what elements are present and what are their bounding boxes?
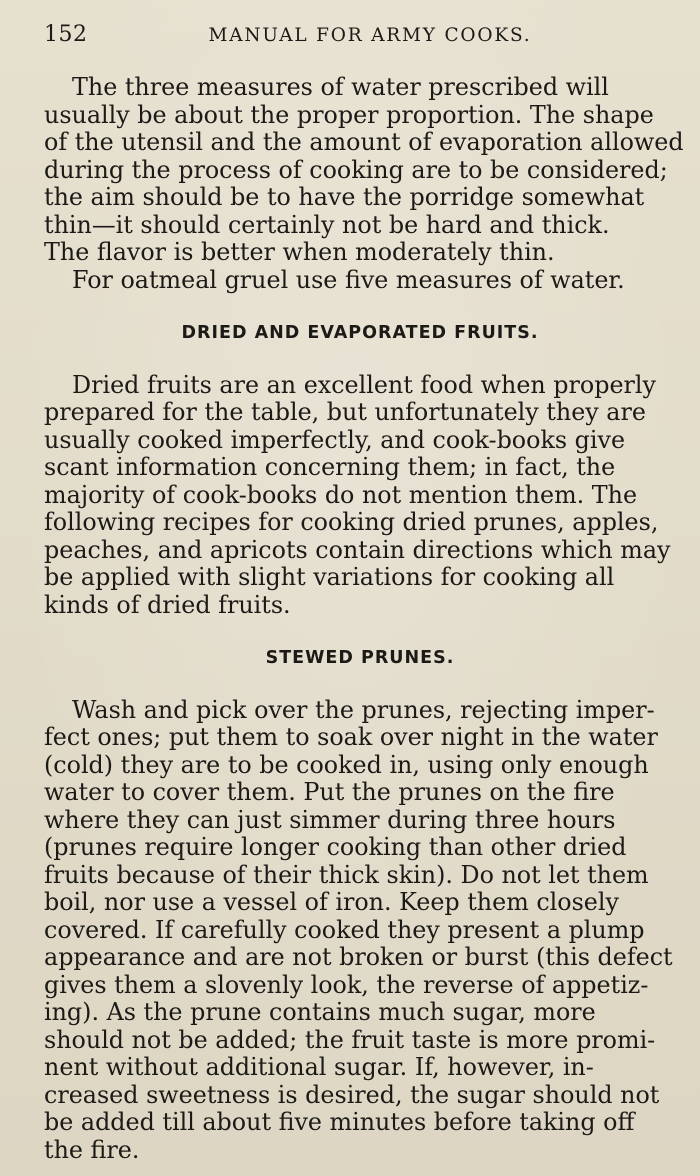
text-line: fect ones; put them to soak over night in the water xyxy=(44,723,658,751)
paragraph-stewed-prunes xyxy=(44,697,676,1165)
page-header xyxy=(44,22,676,50)
text-line: Dried fruits are an excellent food when properly xyxy=(72,370,656,399)
text-line: For oatmeal gruel use five measures of water. xyxy=(72,265,625,294)
text-line: of the utensil and the amount of evaporation allowed xyxy=(44,128,684,156)
text-line: the fire. xyxy=(44,1135,140,1164)
page-number: 152 xyxy=(44,22,88,47)
text-line: ing). As the prune contains much sugar, more xyxy=(44,998,596,1026)
text-line: boil, nor use a vessel of iron. Keep them closely xyxy=(44,888,619,916)
text-line: usually cooked imperfectly, and cook-books give xyxy=(44,425,626,454)
text-line: usually be about the proper proportion. The shape xyxy=(44,100,654,129)
paragraph-oatmeal-gruel xyxy=(44,267,676,295)
paragraph-dried-fruits xyxy=(44,372,676,620)
text-line: (prunes require longer cooking than other dried xyxy=(44,833,627,861)
text-line: gives them a slovenly look, the reverse of appetiz- xyxy=(44,970,649,999)
text-line: be added till about five minutes before taking off xyxy=(44,1108,635,1136)
running-head: MANUAL FOR ARMY COOKS. xyxy=(208,25,532,46)
text-line: creased sweetness is desired, the sugar should not xyxy=(44,1080,660,1109)
text-line: scant information concerning them; in fact, the xyxy=(44,453,616,481)
text-line: covered. If carefully cooked they present a plump xyxy=(44,915,645,944)
section-heading-dried-fruits: DRIED AND EVAPORATED FRUITS. xyxy=(181,323,539,343)
text-line: The three measures of water prescribed will xyxy=(72,73,609,101)
text-line: Wash and pick over the prunes, rejecting imper- xyxy=(72,695,655,724)
text-line: be applied with slight variations for cooking all xyxy=(44,563,615,591)
text-line: fruits because of their thick skin). Do not let them xyxy=(44,860,649,889)
text-line: (cold) they are to be cooked in, using only enough xyxy=(44,750,649,779)
paragraph-porridge-water xyxy=(44,73,684,267)
text-line: kinds of dried fruits. xyxy=(44,590,291,619)
text-line: should not be added; the fruit taste is more promi- xyxy=(44,1025,656,1054)
text-line: nent without additional sugar. If, however, in- xyxy=(44,1053,594,1081)
text-line: water to cover them. Put the prunes on the fire xyxy=(44,778,615,806)
text-line: where they can just simmer during three hours xyxy=(44,805,616,834)
section-heading-stewed-prunes: STEWED PRUNES. xyxy=(265,648,455,668)
text-line: prepared for the table, but unfortunately they are xyxy=(44,398,646,426)
text-line: thin—it should certainly not be hard and thick. xyxy=(44,210,610,239)
text-line: following recipes for cooking dried prunes, apples, xyxy=(44,508,659,536)
text-line: the aim should be to have the porridge somewhat xyxy=(44,183,645,211)
text-line: appearance and are not broken or burst (this defect xyxy=(44,943,673,971)
text-line: during the process of cooking are to be considered; xyxy=(44,155,668,184)
text-line: The flavor is better when moderately thin. xyxy=(44,238,555,266)
text-line: majority of cook-books do not mention them. The xyxy=(44,480,638,509)
text-line: peaches, and apricots contain directions which may xyxy=(44,535,671,564)
body-text xyxy=(44,73,684,1164)
